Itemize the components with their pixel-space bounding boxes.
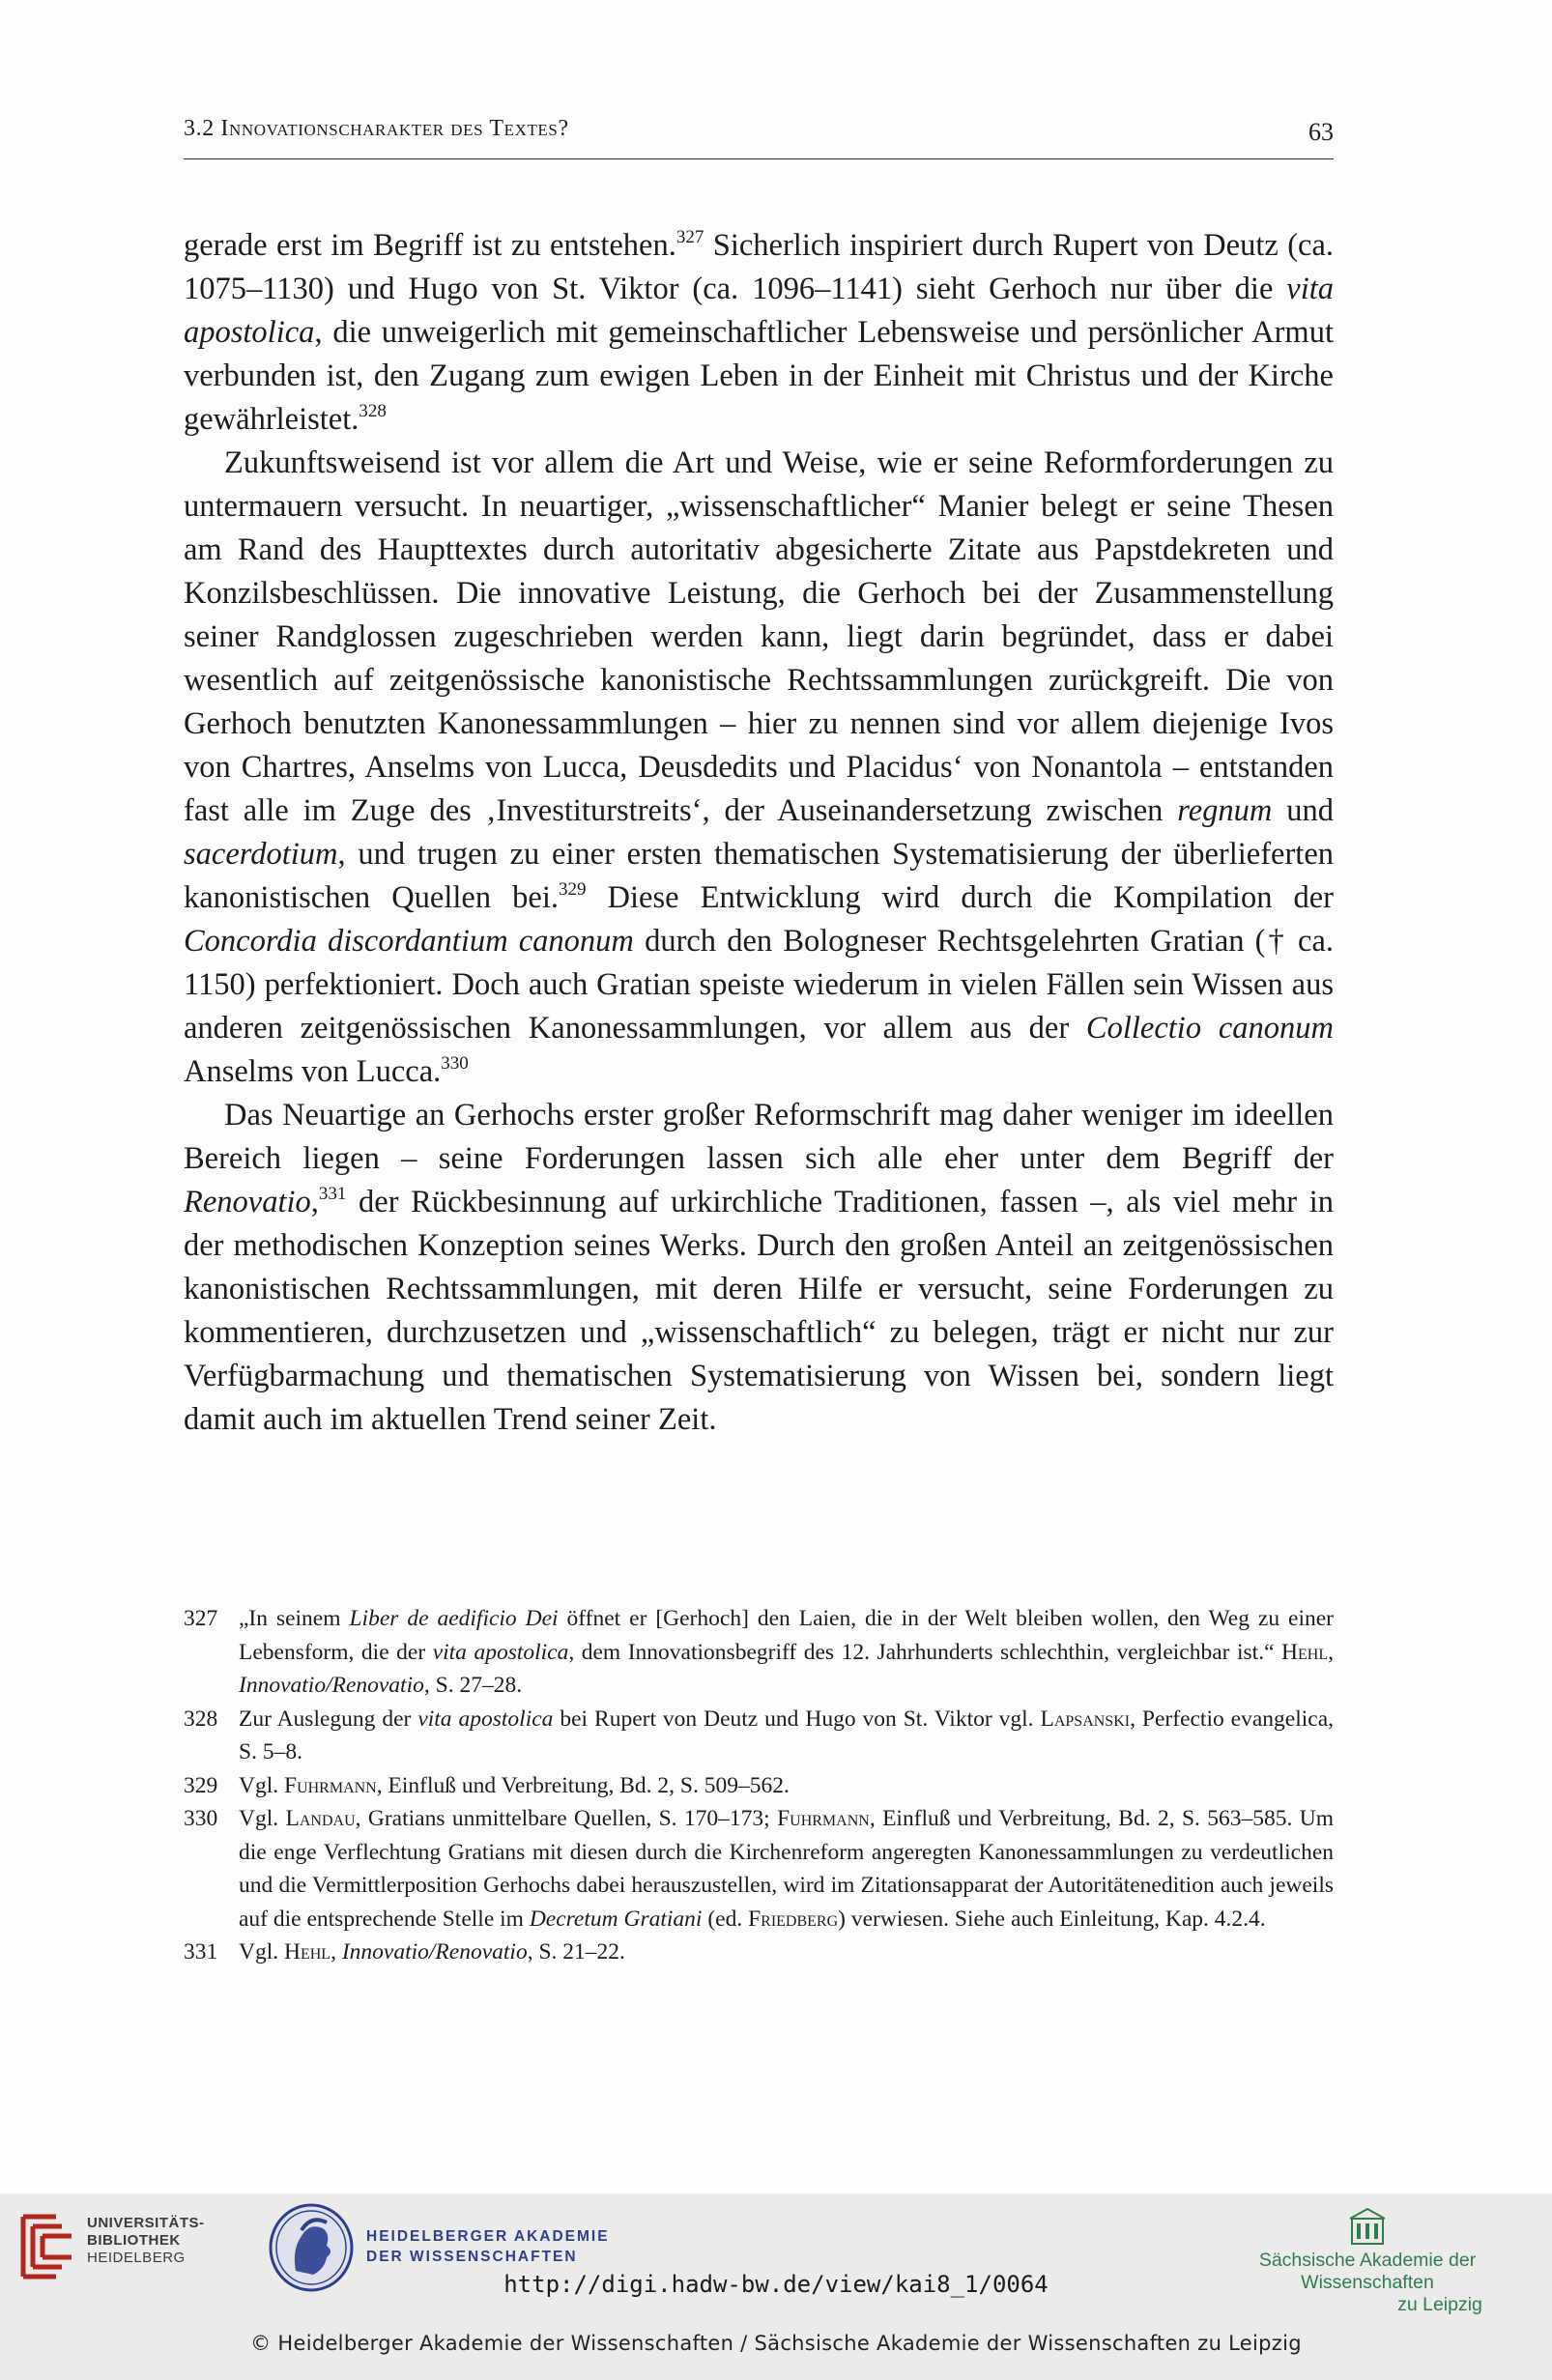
italic-term: vita apostolica [432, 1639, 569, 1665]
footnote-ref-331: 331 [318, 1184, 347, 1204]
text-run: , [331, 1939, 342, 1964]
section-title: 3.2 Innovationscharakter des Textes? [184, 116, 569, 141]
saw-logo-line: zu Leipzig [1397, 2294, 1482, 2315]
hadw-logo-text [366, 2226, 610, 2267]
text-run: der Rückbesinnung auf urkirchliche Traditionen, fassen –, als viel mehr in der methodischen Konzeption seines Werks. Durch den großen Anteil an zeitgenössischen kanonistischen Rechtssammlungen, mit deren Hilfe er versucht, seine Forderungen zu kommentieren, durchzusetzen und „wissenschaftlich“ zu belegen, trägt er nicht nur zur Verfügbarmachung und thematischen Systematisierung von Wissen bei, sondern liegt damit auch im aktuellen Trend seiner Zeit. [184, 1185, 1334, 1437]
italic-term: regnum [1177, 793, 1273, 828]
italic-term: Collectio canonum [1085, 1011, 1334, 1046]
footnote-331 [184, 1936, 1334, 1969]
italic-term: vita apostolica [417, 1706, 554, 1732]
saw-logo-line: Sächsische Akademie der Wissenschaften [1258, 2250, 1477, 2293]
footnote-number: 330 [184, 1806, 218, 1831]
footnote-ref-328: 328 [359, 401, 387, 421]
author-name: Hehl [1281, 1639, 1329, 1665]
text-run: ) verwiesen. Siehe auch Einleitung, Kap. 4.2.4. [838, 1906, 1266, 1932]
text-run: Zur Auslegung der [239, 1706, 418, 1732]
copyright-notice: © Heidelberger Akademie der Wissenschaften / Sächsische Akademie der Wissenschaften zu Leipzig [250, 2332, 1302, 2355]
page-number: 63 [1308, 118, 1334, 146]
author-name: Landau [285, 1806, 356, 1831]
footnote-number: 327 [184, 1606, 218, 1631]
footnote-328 [184, 1703, 1334, 1769]
footnote-327 [184, 1602, 1334, 1703]
text-run: und [1272, 793, 1335, 828]
text-run: , und trugen zu einer ersten thematischen Systematisierung der überlieferten kanonistischen Quellen bei. [184, 837, 1334, 915]
author-name: Hehl [284, 1939, 331, 1964]
text-run: , Einfluß und Verbreitung, Bd. 2, S. 509–562. [376, 1772, 790, 1798]
text-run: Zukunftsweisend ist vor allem die Art und Weise, wie er seine Reformforderungen zu untermauern versucht. In neuartiger, „wissenschaftlicher“ Manier belegt er seine Thesen am Rand des Haupttextes durch autoritativ abgesicherte Zitate aus Papstdekreten und Konzilsbeschlüssen. Die innovative Leistung, die Gerhoch bei der Zusammenstellung seiner Randglossen zugeschrieben werden kann, liegt darin begründet, dass er dabei wesentlich auf zeitgenössische kanonistische Rechtssammlungen zurückgreift. Die von Gerhoch benutzten Kanonessammlungen – hier zu nennen sind vor allem diejenige Ivos von Chartres, Anselms von Lucca, Deusdedits und Placidus‘ von Nonantola – entstanden fast alle im Zuge des ‚Investiturstreits‘, der Auseinandersetzung zwischen [184, 445, 1334, 828]
italic-term: Innovatio/Renovatio [239, 1673, 424, 1698]
text-run: Vgl. [239, 1772, 284, 1798]
paragraph-1 [184, 224, 1334, 442]
text-run: , S. 21–22. [527, 1939, 625, 1964]
ub-logo-line: HEIDELBERG [87, 2250, 186, 2266]
text-run: Vgl. [239, 1939, 284, 1964]
text-run: , dem Innovationsbegriff des 12. Jahrhunderts schlechthin, vergleichbar ist.“ [568, 1639, 1282, 1665]
italic-term: Liber de aedificio Dei [349, 1606, 559, 1631]
footnotes [184, 1602, 1334, 1969]
italic-term: Renovatio [184, 1185, 311, 1219]
text-run: Anselms von Lucca. [184, 1054, 442, 1089]
footnote-330 [184, 1802, 1334, 1936]
ub-logo-line: BIBLIOTHEK [87, 2232, 181, 2249]
author-name: Fuhrmann [284, 1772, 377, 1798]
running-header [184, 114, 1334, 159]
footnote-number: 328 [184, 1706, 218, 1732]
main-text [184, 224, 1334, 1442]
text-run: Vgl. [239, 1806, 286, 1831]
text-run: (ed. [702, 1906, 749, 1932]
text-run: Das Neuartige an Gerhochs erster großer Reformschrift mag daher weniger im ideellen Bereich liegen – seine Forderungen lassen sich alle eher unter dem Begriff der [184, 1098, 1334, 1176]
building-icon [1348, 2207, 1387, 2246]
paragraph-2 [184, 442, 1334, 1094]
author-name: Fuhrmann [777, 1806, 870, 1831]
hadw-logo-line: DER WISSENSCHAFTEN [366, 2249, 578, 2265]
text-run: gerade erst im Begriff ist zu entstehen. [184, 228, 676, 263]
text-run: „In seinem [239, 1606, 350, 1631]
text-run: , [1328, 1639, 1334, 1665]
footnote-ref-330: 330 [441, 1053, 469, 1074]
paragraph-3 [184, 1094, 1334, 1442]
italic-term: sacerdotium [184, 837, 338, 872]
text-run: Diese Entwicklung wird durch die Kompilation der [586, 880, 1334, 915]
footnote-number: 329 [184, 1772, 218, 1798]
author-name: Lapsanski [1040, 1706, 1131, 1732]
hadw-logo-line: HEIDELBERGER AKADEMIE [366, 2228, 610, 2245]
italic-term: Concordia discordantium canonum [184, 924, 634, 959]
text-run: , S. 27–28. [423, 1673, 523, 1698]
text-run: Sicherlich inspiriert durch Rupert von Deutz (ca. 1075–1130) und Hugo von St. Viktor (ca. 1096–1141) sieht Gerhoch nur über die [184, 228, 1334, 306]
italic-term: Innovatio/Renovatio [341, 1939, 528, 1964]
italic-term: Decretum Gratiani [529, 1906, 703, 1932]
permalink-url[interactable]: http://digi.hadw-bw.de/view/kai8_1/0064 [503, 2271, 1049, 2298]
author-name: Friedberg [748, 1906, 839, 1932]
digitization-footer [0, 2194, 1552, 2380]
text-run: , Gratians unmittelbare Quellen, S. 170–173; [355, 1806, 778, 1831]
footnote-ref-329: 329 [558, 879, 587, 900]
text-run: durch den Bologneser Rechtsgelehrten Gratian († ca. 1150) perfektioniert. Doch auch Gratian speiste wiederum in vielen Fällen sein Wissen aus anderen zeitgenössischen Kanonessammlungen, vor allem aus der [184, 924, 1334, 1046]
text-run: , [310, 1185, 319, 1219]
text-run: , Einfluß und Verbreitung, Bd. 2, S. 563–585. Um die enge Verflechtung Gratians mit diesen durch die Kirchenreform angeregten Kanonessammlungen zu verdeutlichen und die Vermittlerposition Gerhochs dabei herauszustellen, wird im Zitationsapparat der Autoritätenedition auch jeweils auf die entsprechende Stelle im [239, 1806, 1334, 1932]
footnote-ref-327: 327 [675, 227, 704, 247]
text-run: , Perfectio evangelica, S. 5–8. [239, 1706, 1335, 1764]
text-run: öffnet er [Gerhoch] den Laien, die in der Welt bleiben wollen, den Weg zu einer Lebensform, die der [239, 1606, 1334, 1665]
footnote-329 [184, 1769, 1334, 1803]
text-run: bei Rupert von Deutz und Hugo von St. Viktor vgl. [553, 1706, 1041, 1732]
italic-term: vita apostolica [184, 272, 1334, 350]
ub-logo-text [87, 2215, 205, 2267]
ub-logo-line: UNIVERSITÄTS- [87, 2215, 205, 2231]
footnote-number: 331 [184, 1939, 218, 1964]
text-run: , die unweigerlich mit gemeinschaftlicher Lebensweise und persönlicher Armut verbunden ist, den Zugang zum ewigen Leben in der Einheit mit Christus und der Kirche gewährleistet. [184, 315, 1334, 437]
